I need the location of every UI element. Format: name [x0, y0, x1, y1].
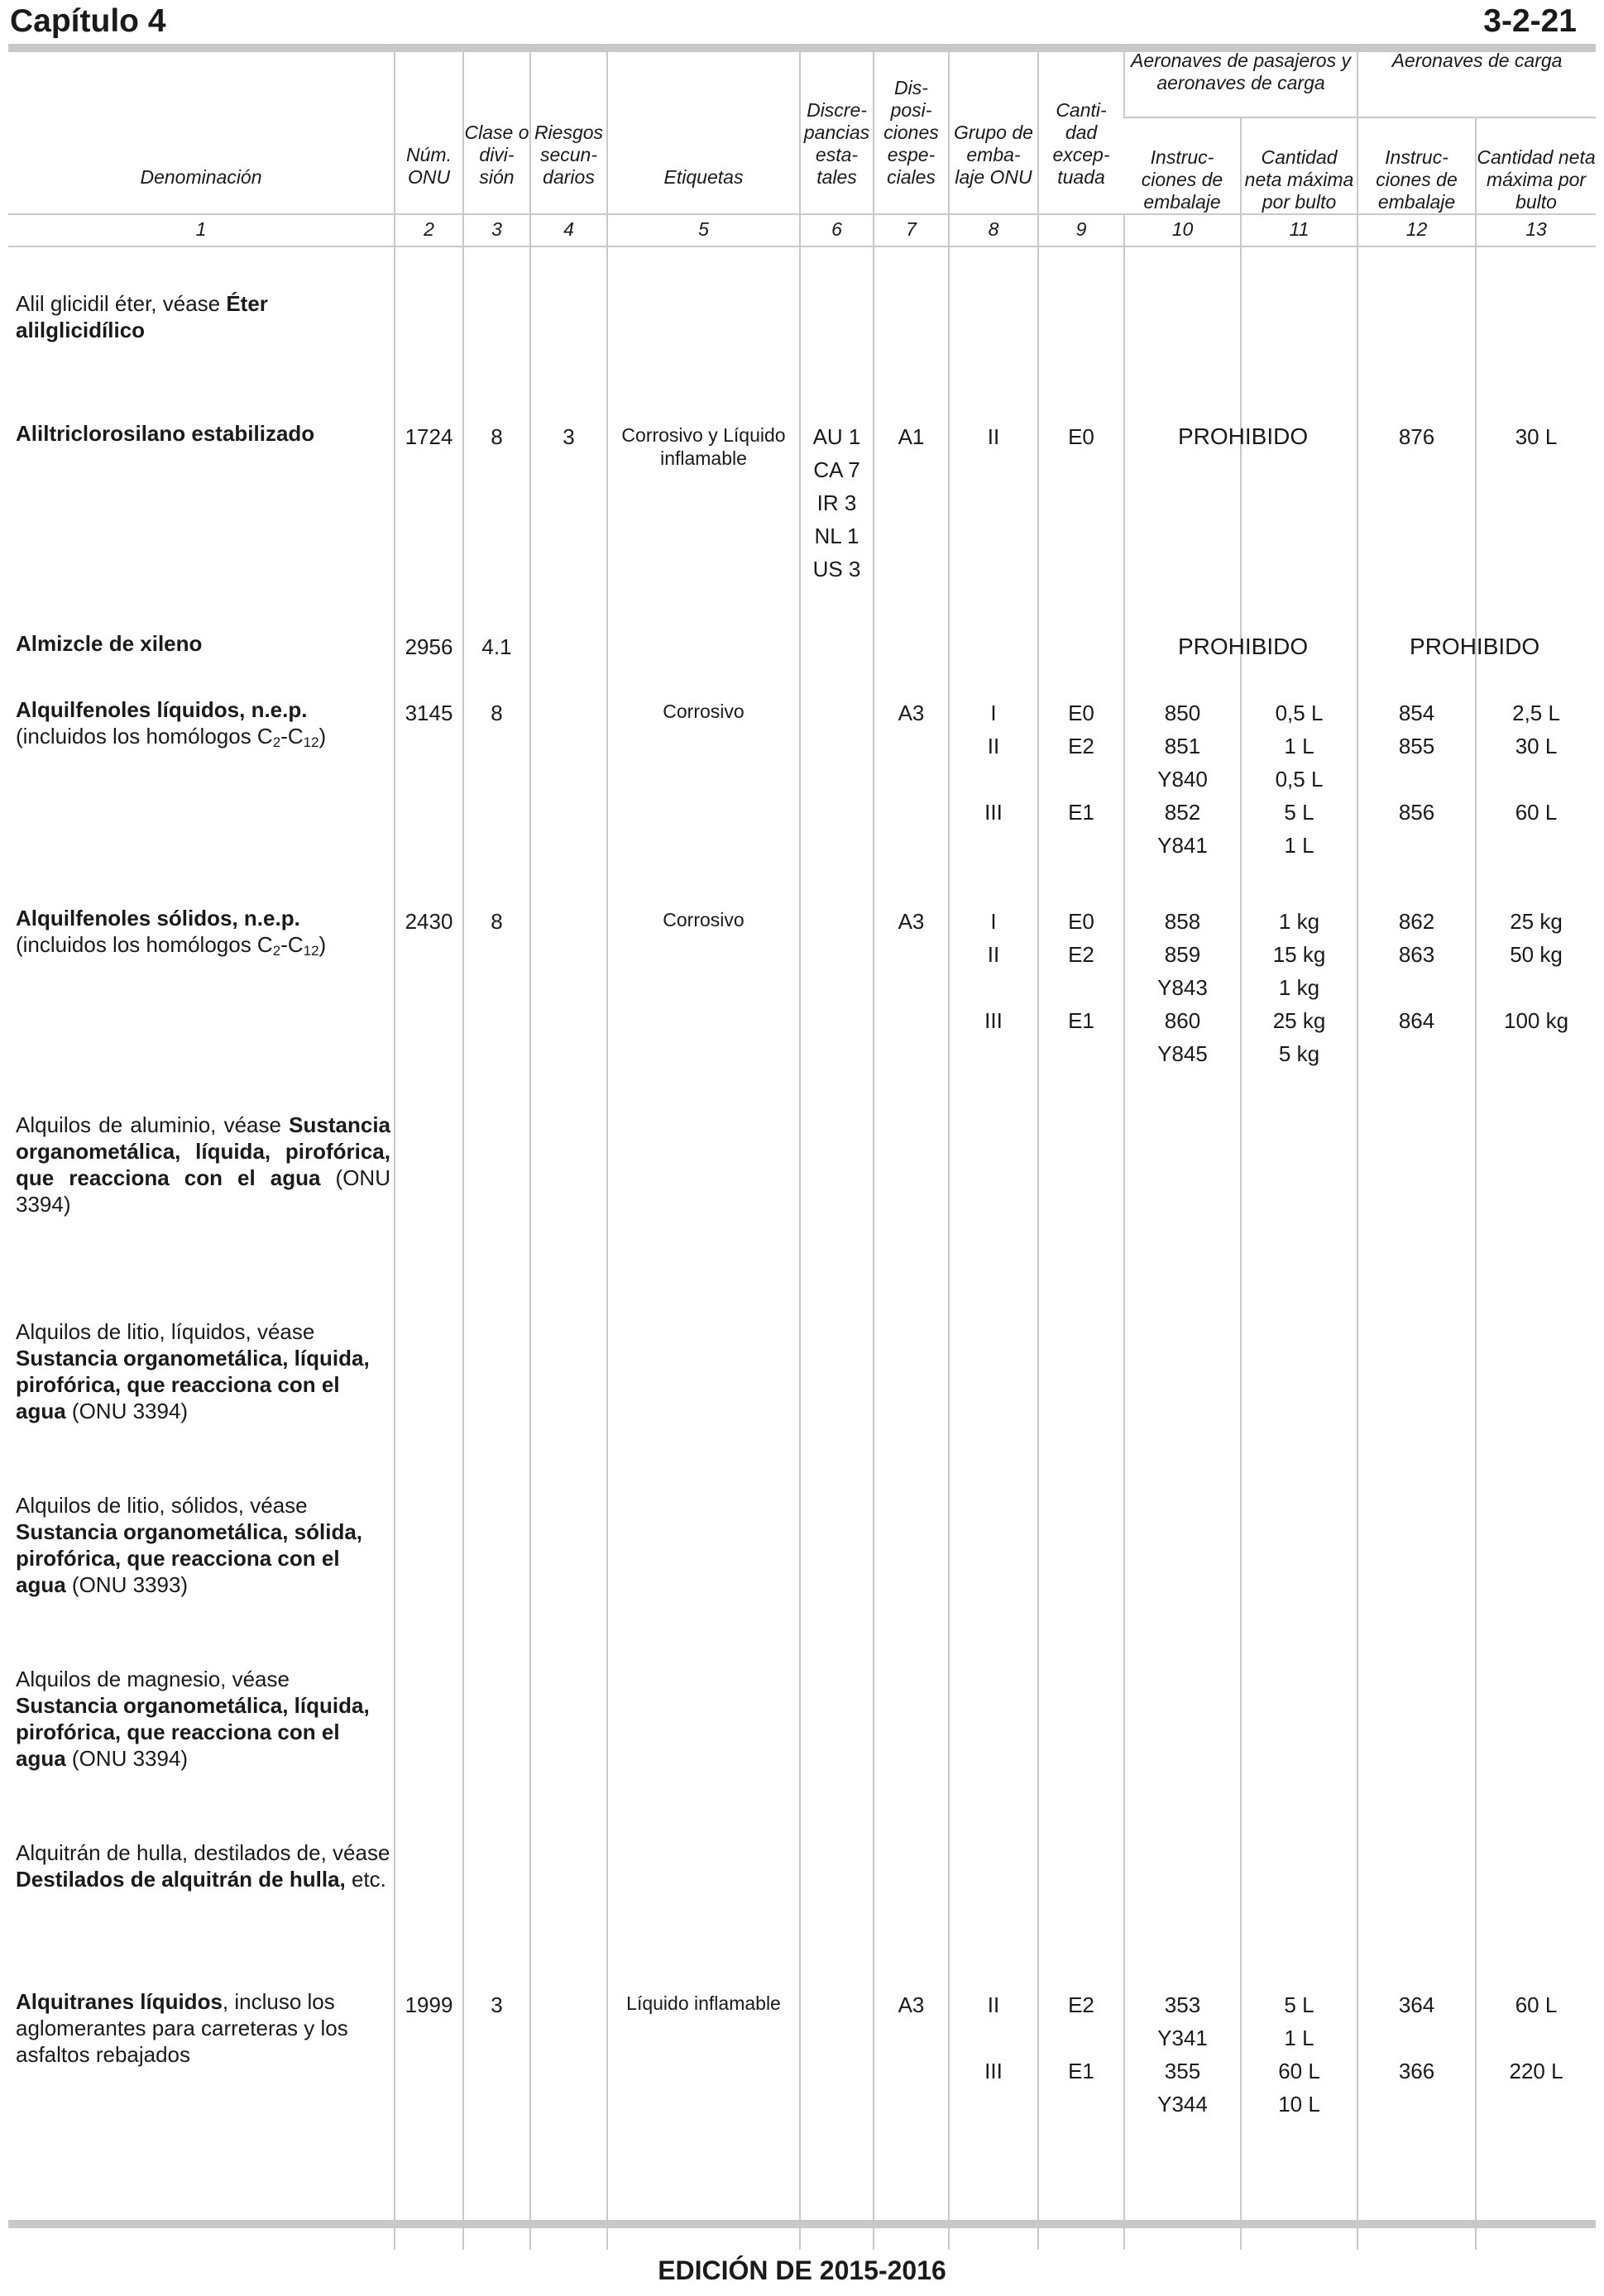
bottom-rule [8, 2220, 1596, 2228]
col-group-carga: Aeronaves de carga [1357, 50, 1596, 117]
col-number: 2 [395, 214, 463, 246]
entry-name: Alquilos de litio, líquidos, véase Sustancia organometálica, líquida, pirofórica, que reacciona con el agua (ONU 3394) [16, 1319, 370, 1423]
table-row [8, 1988, 1596, 2250]
prohibited-passenger: PROHIBIDO [1178, 423, 1309, 449]
col-group-pasajeros: Aeronaves de pasajeros y aeronaves de carga [1124, 50, 1357, 117]
passenger-quantity: 0,5 L 1 L 0,5 L 5 L 1 L [1241, 696, 1357, 905]
un-number: 2956 [395, 630, 463, 696]
chapter-title: Capítulo 4 [10, 3, 166, 39]
col-number: 9 [1038, 214, 1124, 246]
col-carga-instrucciones: Instruc- ciones de embalaje [1357, 117, 1476, 214]
col-disposiciones: Dis- posi- ciones espe- ciales [874, 50, 949, 214]
entry-name: Alquilos de aluminio, véase Sustancia organometálica, líquida, pirofórica, que reacciona con el agua (ONU 3394) [16, 1112, 390, 1217]
col-number: 11 [1241, 214, 1357, 246]
table-row [8, 696, 1596, 905]
table-row [8, 1318, 1596, 1492]
hazard-class: 4.1 [463, 630, 530, 696]
table-row [8, 246, 1596, 420]
un-number: 1724 [395, 420, 463, 630]
cargo-instruction: 364 366 [1357, 1988, 1476, 2250]
cargo-quantity: 30 L [1476, 420, 1596, 630]
entry-name: Alquilos de litio, sólidos, véase Sustancia organometálica, sólida, pirofórica, que reacciona con el agua (ONU 3393) [16, 1493, 363, 1597]
excepted-quantity: E0 E2 E1 [1038, 696, 1124, 905]
cargo-instruction: 854 855 856 [1357, 696, 1476, 905]
table-row [8, 1666, 1596, 1839]
subsidiary-risk: 3 [530, 420, 607, 630]
entry-name: Alil glicidil éter, véase Éter alilglicidílico [16, 291, 268, 342]
hazard-labels: Corrosivo [607, 905, 800, 1112]
packing-group: I II III [949, 905, 1038, 1112]
table-row [8, 420, 1596, 630]
col-number: 3 [463, 214, 530, 246]
hazard-class: 3 [463, 1988, 530, 2250]
entry-name: Alquitranes líquidos, incluso los aglomerantes para carreteras y los asfaltos rebajados [16, 1989, 348, 2067]
entry-name: Alquilfenoles líquidos, n.e.p. (incluidos los homólogos $C_2-C_{12}$) [16, 697, 327, 750]
col-carga-cantidad: Cantidad neta máxima por bulto [1476, 117, 1596, 214]
entry-name: Alquilos de magnesio, véase Sustancia organometálica, líquida, pirofórica, que reacciona con el agua (ONU 3394) [16, 1667, 370, 1771]
passenger-instructions: 850 851 Y840 852 Y841 [1124, 696, 1241, 905]
entry-name: Aliltriclorosilano estabilizado [16, 421, 315, 446]
col-pas-instrucciones: Instruc- ciones de embalaje [1141, 146, 1223, 213]
cargo-quantity: 60 L 220 L [1476, 1988, 1596, 2250]
hazard-class: 8 [463, 905, 530, 1112]
excepted-quantity: E2 E1 [1038, 1988, 1124, 2250]
un-number: 3145 [395, 696, 463, 905]
cargo-instruction: 876 [1357, 420, 1476, 630]
passenger-instructions: 353 Y341 355 Y344 [1124, 1988, 1241, 2250]
cargo-quantity: 25 kg 50 kg 100 kg [1476, 905, 1596, 1112]
table-row [8, 630, 1596, 696]
col-number: 1 [8, 214, 395, 246]
prohibited-cargo: PROHIBIDO [1410, 634, 1540, 659]
col-number: 5 [607, 214, 800, 246]
col-number: 6 [800, 214, 874, 246]
passenger-prohibited-cell [1124, 420, 1309, 630]
cargo-prohibited-cell [1357, 630, 1540, 696]
col-number: 8 [949, 214, 1038, 246]
column-number-row [8, 214, 1596, 246]
col-etiquetas: Etiquetas [607, 50, 800, 214]
col-number: 13 [1476, 214, 1596, 246]
excepted-quantity: E0 E2 E1 [1038, 905, 1124, 1112]
col-pas-cantidad: Cantidad neta máxima por bulto [1241, 117, 1357, 214]
entry-name: Almizcle de xileno [16, 631, 203, 656]
page-number: 3-2-21 [1483, 3, 1577, 39]
special-provisions: A3 [874, 1988, 949, 2250]
hazard-labels: Líquido inflamable [607, 1988, 800, 2250]
passenger-prohibited-cell [1124, 630, 1309, 696]
packing-group: I II III [949, 696, 1038, 905]
dangerous-goods-table [8, 50, 1596, 2250]
prohibited-passenger: PROHIBIDO [1178, 634, 1309, 659]
special-provisions: A3 [874, 905, 949, 1112]
col-number: 12 [1357, 214, 1476, 246]
passenger-quantity: 1 kg 15 kg 1 kg 25 kg 5 kg [1241, 905, 1357, 1112]
packing-group: II [949, 420, 1038, 630]
col-discrepancias: Discre- pancias esta- tales [800, 50, 874, 214]
table-row [8, 905, 1596, 1112]
cargo-quantity: 2,5 L 30 L 60 L [1476, 696, 1596, 905]
col-number: 10 [1124, 214, 1241, 246]
excepted-quantity: E0 [1038, 420, 1124, 630]
edition-footer: EDICIÓN DE 2015-2016 [658, 2255, 946, 2285]
hazard-labels: Corrosivo y Líquido inflamable [607, 420, 800, 630]
state-variations: AU 1 CA 7 IR 3 NL 1 US 3 [800, 420, 874, 630]
col-denominacion: Denominación [140, 166, 262, 188]
un-number: 2430 [395, 905, 463, 1112]
col-riesgos: Riesgos secun- darios [530, 50, 607, 214]
passenger-instructions: 858 859 Y843 860 Y845 [1124, 905, 1241, 1112]
hazard-class: 8 [463, 420, 530, 630]
hazard-class: 8 [463, 696, 530, 905]
cargo-instruction: 862 863 864 [1357, 905, 1476, 1112]
packing-group: II III [949, 1988, 1038, 2250]
special-provisions: A1 [874, 420, 949, 630]
table-row [8, 1112, 1596, 1318]
col-grupo: Grupo de emba- laje ONU [949, 50, 1038, 214]
col-num-onu: Núm. ONU [395, 50, 463, 214]
col-number: 4 [530, 214, 607, 246]
entry-name: Alquitrán de hulla, destilados de, véase Destilados de alquitrán de hulla, etc. [16, 1840, 390, 1892]
un-number: 1999 [395, 1988, 463, 2250]
col-clase: Clase o divi- sión [463, 50, 530, 214]
col-cantidad-exceptuada: Canti- dad excep- tuada [1038, 50, 1124, 214]
table-row [8, 1492, 1596, 1666]
col-number: 7 [874, 214, 949, 246]
hazard-labels: Corrosivo [607, 696, 800, 905]
table-row [8, 1839, 1596, 1988]
passenger-quantity: 5 L 1 L 60 L 10 L [1241, 1988, 1357, 2250]
entry-name: Alquilfenoles sólidos, n.e.p. (incluidos los homólogos $C_2-C_{12}$) [16, 906, 327, 959]
special-provisions: A3 [874, 696, 949, 905]
